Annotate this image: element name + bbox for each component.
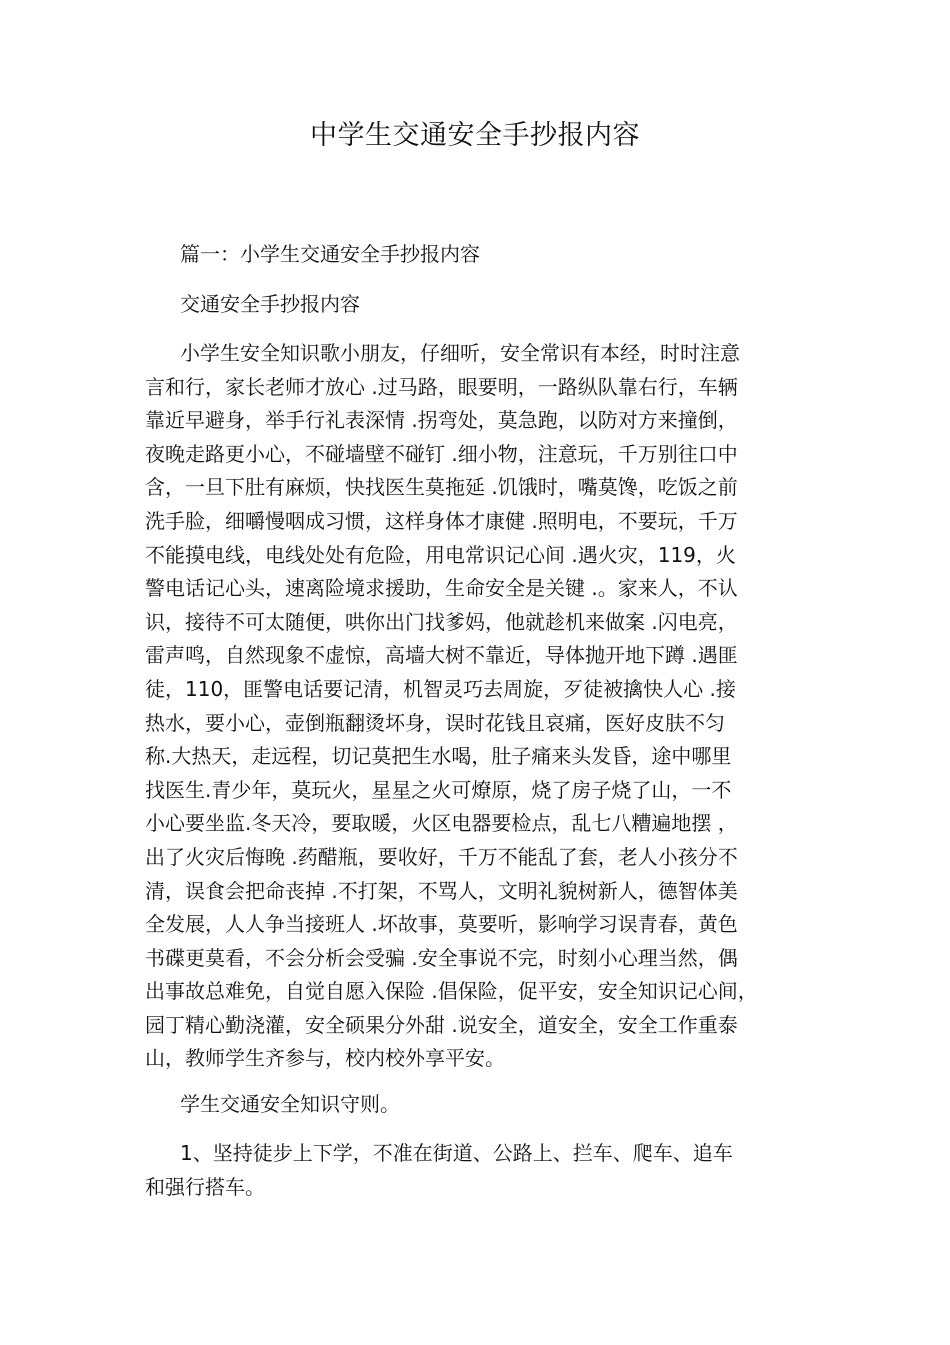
- paragraph-line: 全发展，人人争当接班人 .坏故事，莫要听，影响学习误青春，黄色: [145, 912, 738, 937]
- paragraph-line: 雷声鸣，自然现象不虚惊，高墙大树不靠近，导体抛开地下蹲 .遇匪: [145, 643, 738, 668]
- paragraph-line: 小学生安全知识歌小朋友，仔细听，安全常识有本经，时时注意: [180, 341, 740, 365]
- paragraph-line: 徒，110，匪警电话要记清，机智灵巧去周旋，歹徒被擒快人心 .接: [145, 676, 736, 701]
- paragraph-line: 识，接待不可太随便，哄你出门找爹妈，他就趁机来做案 .闪电亮，: [145, 609, 738, 634]
- paragraph-line: 书碟更莫看，不会分析会受骗 .安全事说不完，时刻小心理当然，偶: [145, 945, 738, 970]
- paragraph-line: 找医生.青少年，莫玩火，星星之火可燎原，烧了房子烧了山，一不: [145, 777, 732, 802]
- paragraph-line: 山，教师学生齐参与，校内校外享平安。: [145, 1046, 505, 1071]
- paragraph-line: 靠近早避身，举手行礼表深情 .拐弯处，莫急跑，以防对方来撞倒，: [145, 408, 738, 433]
- paragraph-line: 洗手脸，细嚼慢咽成习惯，这样身体才康健 .照明电，不要玩，千万: [145, 508, 738, 533]
- paragraph-line: 夜晚走路更小心，不碰墙壁不碰钉 .细小物，注意玩，千万别往口中: [145, 441, 738, 466]
- rules-heading: 学生交通安全知识守则。: [180, 1092, 400, 1116]
- paragraph-line: 称.大热天，走远程，切记莫把生水喝，肚子痛来头发昏，途中哪里: [145, 744, 732, 769]
- safety-song-paragraph: [145, 337, 758, 1076]
- rule-1-paragraph: [145, 1137, 733, 1204]
- paragraph-line: 热水，要小心，壶倒瓶翻烫坏身，误时花钱且哀痛，医好皮肤不匀: [145, 710, 725, 735]
- paragraph-line: 出了火灾后悔晚 .药醋瓶，要收好，千万不能乱了套，老人小孩分不: [145, 844, 738, 869]
- paragraph-line: 不能摸电线，电线处处有危险，用电常识记心间 .遇火灾，119，火: [145, 542, 736, 567]
- paragraph-line: 和强行搭车。: [145, 1174, 265, 1199]
- sub-heading: 交通安全手抄报内容: [180, 292, 360, 316]
- paragraph-line: 警电话记心头，速离险境求援助，生命安全是关键 .。家来人，不认: [145, 576, 738, 601]
- paragraph-line: 小心要坐监.冬天冷，要取暖，火区电器要检点，乱七八糟遍地摆 ，: [145, 811, 738, 836]
- document-title: 中学生交通安全手抄报内容: [310, 120, 640, 151]
- section-heading: 篇一：小学生交通安全手抄报内容: [180, 242, 480, 266]
- paragraph-line: 含，一旦下肚有麻烦，快找医生莫拖延 .饥饿时，嘴莫馋，吃饭之前: [145, 475, 738, 500]
- paragraph-line: 清，误食会把命丧掉 .不打架，不骂人，文明礼貌树新人，德智体美: [145, 878, 738, 903]
- paragraph-line: 言和行，家长老师才放心 .过马路，眼要明，一路纵队靠右行，车辆: [145, 374, 738, 399]
- paragraph-line: 出事故总难免，自觉自愿入保险 .倡保险，促平安，安全知识记心间，: [145, 979, 758, 1004]
- paragraph-line: 园丁精心勤浇灌，安全硕果分外甜 .说安全，道安全，安全工作重泰: [145, 1012, 738, 1037]
- paragraph-line: 1、坚持徒步上下学，不准在街道、公路上、拦车、爬车、追车: [180, 1141, 733, 1165]
